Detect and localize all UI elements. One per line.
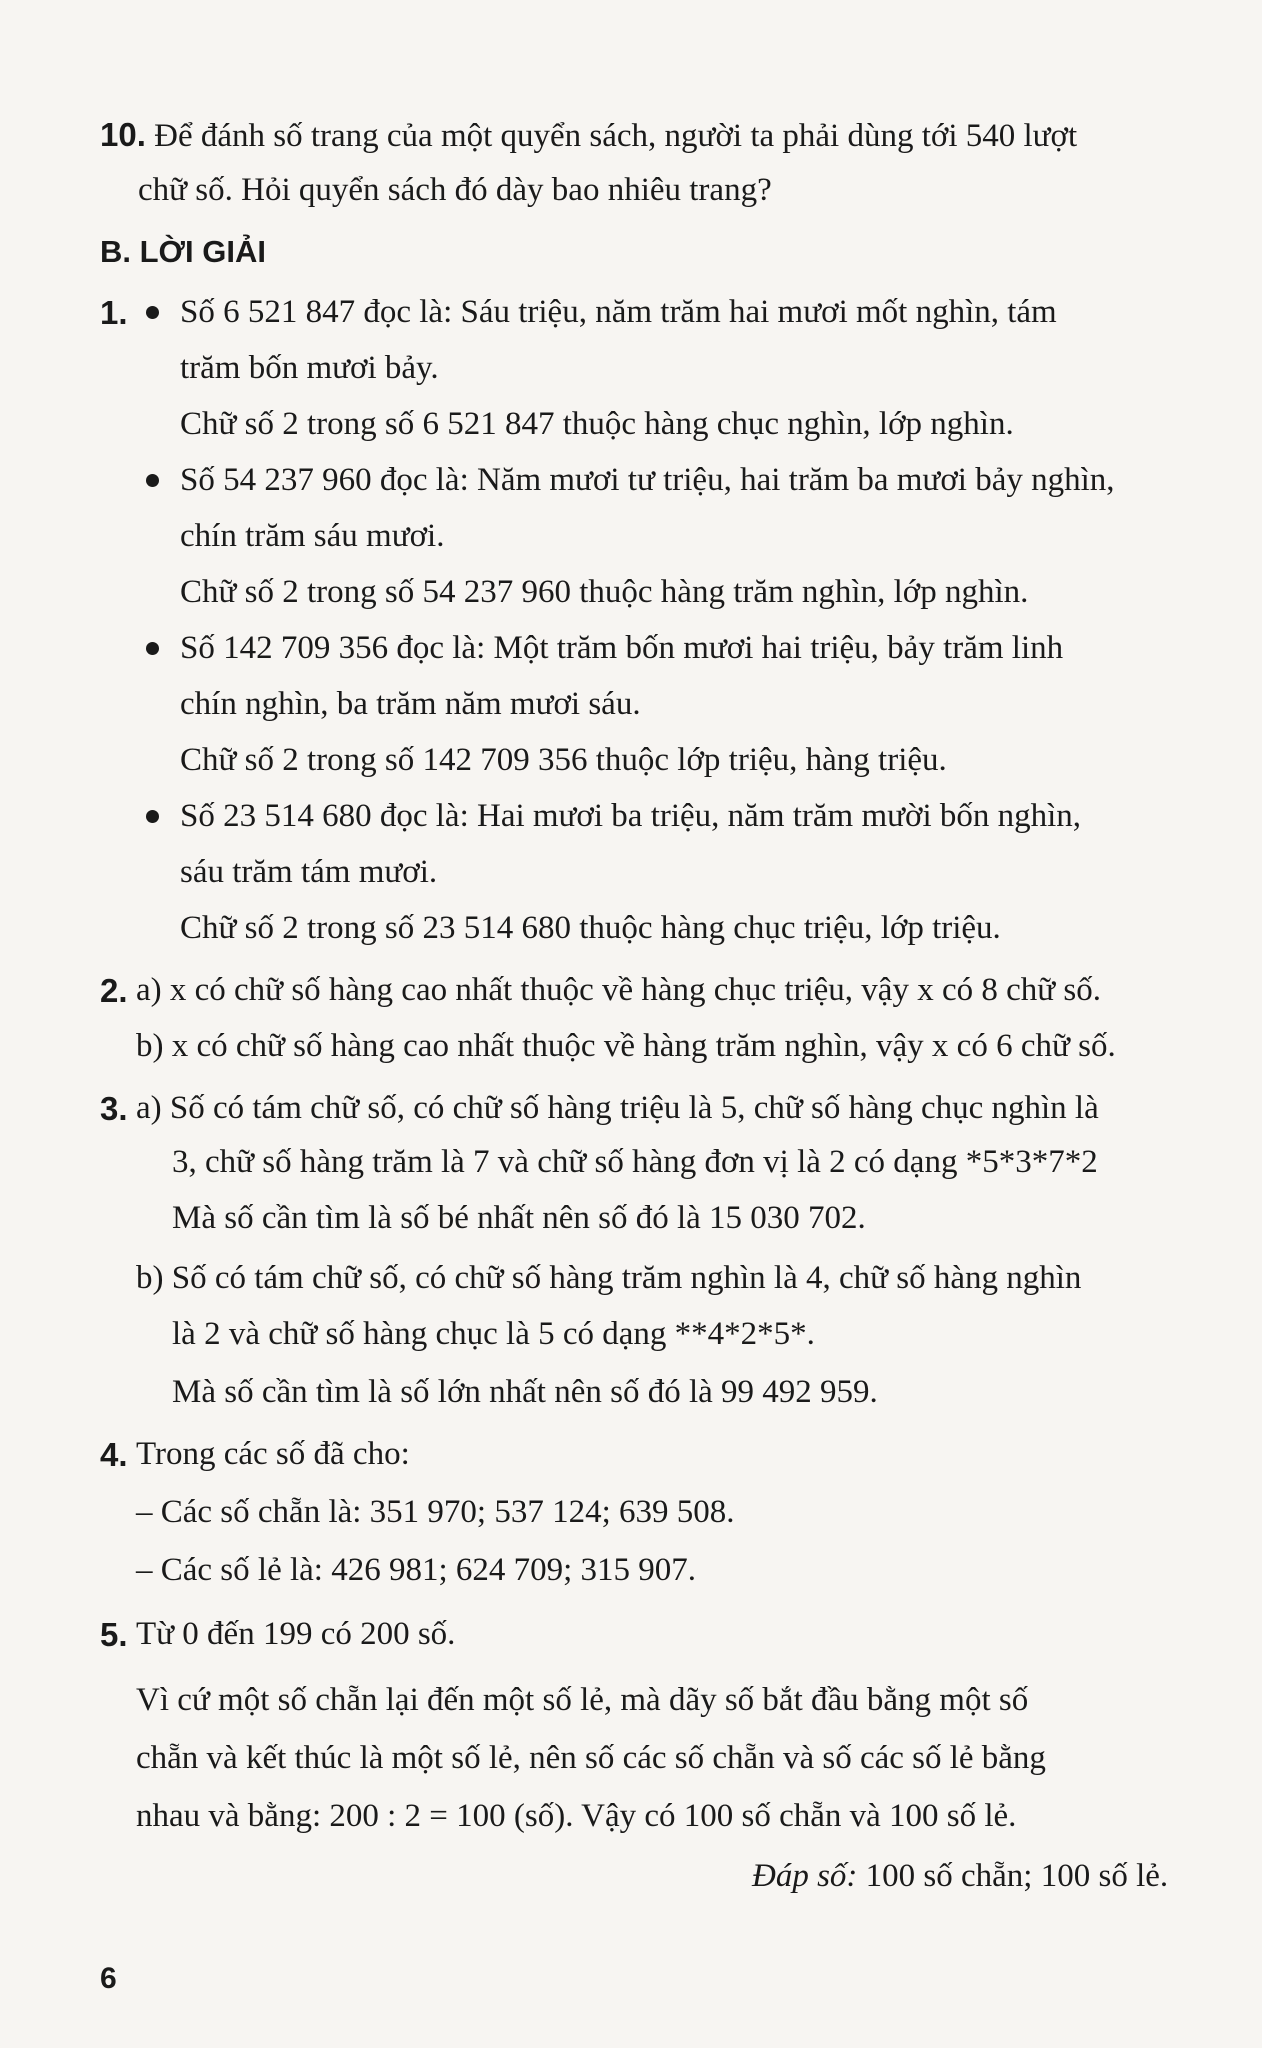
solution-3-part-a-line-2: 3, chữ số hàng trăm là 7 và chữ số hàng đơn vị là 2 có dạng *5*3*7*2	[172, 1144, 1098, 1180]
question-text: Để đánh số trang của một quyển sách, người ta phải dùng tới 540 lượt	[154, 118, 1078, 154]
question-10-line-1	[100, 118, 1077, 153]
solution-1-bullet-3-line-1: Số 142 709 356 đọc là: Một trăm bốn mươi hai triệu, bảy trăm linh	[180, 630, 1064, 666]
solution-4-even-numbers: – Các số chẵn là: 351 970; 537 124; 639 508.	[136, 1494, 735, 1530]
solution-3-number: 3.	[100, 1090, 128, 1127]
solution-3-part-a-line-1: a) Số có tám chữ số, có chữ số hàng triệu là 5, chữ số hàng chục nghìn là	[136, 1090, 1099, 1126]
solution-1-bullet-1-line-1: Số 6 521 847 đọc là: Sáu triệu, năm trăm hai mươi mốt nghìn, tám	[180, 294, 1057, 330]
section-heading: B. LỜI GIẢI	[100, 234, 266, 269]
solution-2-part-b: b) x có chữ số hàng cao nhất thuộc về hàng trăm nghìn, vậy x có 6 chữ số.	[136, 1028, 1116, 1064]
solution-1-bullet-4-line-3: Chữ số 2 trong số 23 514 680 thuộc hàng chục triệu, lớp triệu.	[180, 910, 1001, 946]
solution-4-odd-numbers: – Các số lẻ là: 426 981; 624 709; 315 907.	[136, 1552, 697, 1588]
solution-3-part-b-line-3: Mà số cần tìm là số lớn nhất nên số đó là 99 492 959.	[172, 1374, 878, 1410]
bullet-icon	[146, 810, 159, 823]
solution-1-bullet-2-line-1: Số 54 237 960 đọc là: Năm mươi tư triệu, hai trăm ba mươi bảy nghìn,	[180, 462, 1115, 498]
solution-1-bullet-4-line-2: sáu trăm tám mươi.	[180, 854, 438, 890]
solution-3-part-b-line-1: b) Số có tám chữ số, có chữ số hàng trăm nghìn là 4, chữ số hàng nghìn	[136, 1260, 1082, 1296]
solution-1-bullet-4-line-1: Số 23 514 680 đọc là: Hai mươi ba triệu, năm trăm mười bốn nghìn,	[180, 798, 1082, 834]
solution-4-intro: Trong các số đã cho:	[136, 1436, 410, 1472]
solution-1-bullet-2-line-3: Chữ số 2 trong số 54 237 960 thuộc hàng trăm nghìn, lớp nghìn.	[180, 574, 1029, 610]
solution-2-number: 2.	[100, 972, 128, 1009]
solution-5-line-1: Vì cứ một số chẵn lại đến một số lẻ, mà dãy số bắt đầu bằng một số	[136, 1682, 1029, 1718]
bullet-icon	[146, 474, 159, 487]
solution-5-line-0: Từ 0 đến 199 có 200 số.	[136, 1616, 456, 1652]
question-10-line-2: chữ số. Hỏi quyển sách đó dày bao nhiêu trang?	[138, 172, 772, 208]
solution-1-bullet-3-line-3: Chữ số 2 trong số 142 709 356 thuộc lớp triệu, hàng triệu.	[180, 742, 947, 778]
page-number: 6	[100, 1962, 117, 1995]
solution-3-part-a-line-3: Mà số cần tìm là số bé nhất nên số đó là 15 030 702.	[172, 1200, 866, 1236]
solution-5-line-2: chẵn và kết thúc là một số lẻ, nên số các số chẵn và số các số lẻ bằng	[136, 1740, 1046, 1776]
solution-5-line-3: nhau và bằng: 200 : 2 = 100 (số). Vậy có 100 số chẵn và 100 số lẻ.	[136, 1798, 1017, 1834]
solution-1-bullet-2-line-2: chín trăm sáu mươi.	[180, 518, 445, 554]
solution-5-number: 5.	[100, 1616, 128, 1653]
answer-label: Đáp số:	[752, 1858, 858, 1894]
bullet-icon	[146, 306, 159, 319]
solution-4-number: 4.	[100, 1436, 128, 1473]
solution-1-number: 1.	[100, 294, 128, 331]
question-number: 10.	[100, 116, 146, 153]
solution-1-bullet-1-line-3: Chữ số 2 trong số 6 521 847 thuộc hàng chục nghìn, lớp nghìn.	[180, 406, 1014, 442]
solution-2-part-a: a) x có chữ số hàng cao nhất thuộc về hàng chục triệu, vậy x có 8 chữ số.	[136, 972, 1101, 1008]
answer-text: 100 số chẵn; 100 số lẻ.	[857, 1858, 1169, 1894]
solution-3-part-b-line-2: là 2 và chữ số hàng chục là 5 có dạng **4*2*5*.	[172, 1316, 815, 1352]
bullet-icon	[146, 642, 159, 655]
solution-1-bullet-1-line-2: trăm bốn mươi bảy.	[180, 350, 439, 386]
solution-1-bullet-3-line-2: chín nghìn, ba trăm năm mươi sáu.	[180, 686, 641, 722]
solution-5-answer	[752, 1860, 1168, 1893]
